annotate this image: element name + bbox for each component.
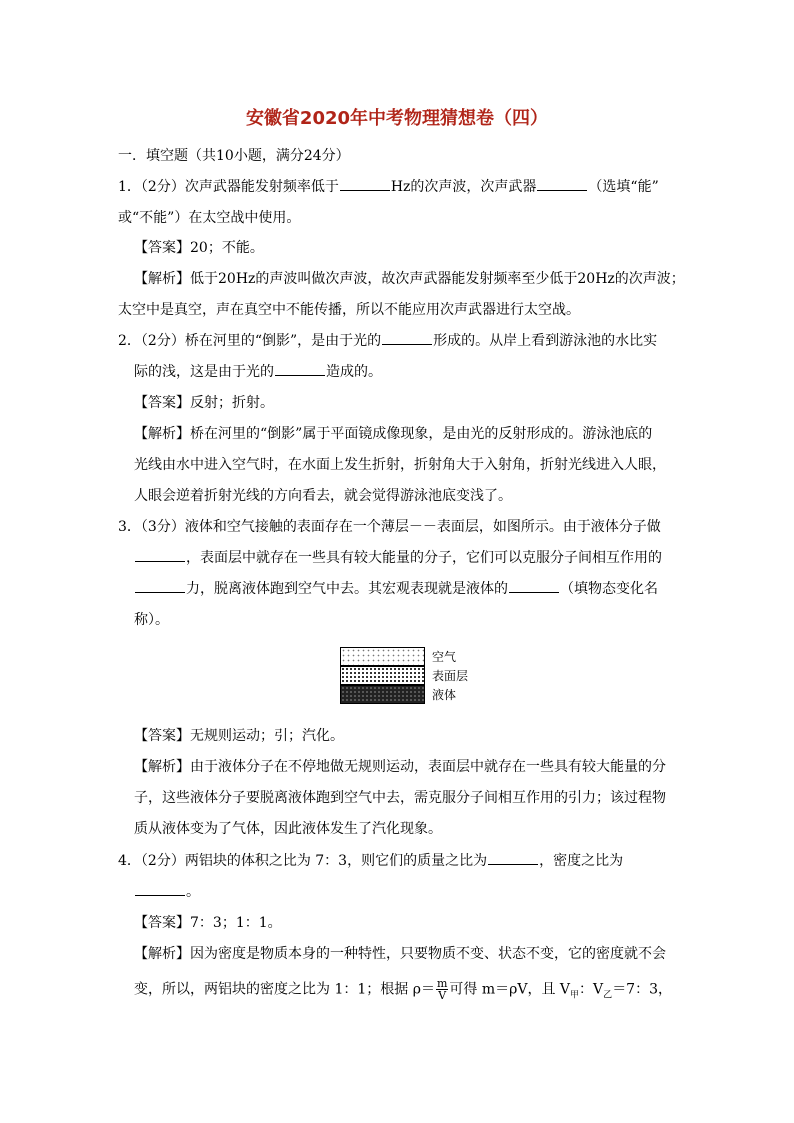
question-4-text-c: 。 — [186, 884, 200, 900]
question-2-line-2 — [134, 362, 382, 382]
surface-layer — [340, 666, 425, 685]
question-3-line-2 — [134, 548, 662, 568]
question-3-answer: 【答案】无规则运动；引；汽化。 — [134, 728, 344, 744]
question-4-analysis-1: 【解析】因为密度是物质本身的一种特性，只要物质不变、状态不变，它的密度就不会 — [134, 946, 666, 962]
question-3-line-4: 称）。 — [134, 612, 169, 628]
question-3-text-d: （填物态变化名 — [560, 581, 658, 597]
surface-label: 表面层 — [432, 669, 469, 683]
question-3-text-b: ，表面层中就存在一些具有较大能量的分子，它们可以克服分子间相互作用的 — [186, 550, 662, 566]
question-2-text-c: 际的浅，这是由于光的 — [134, 364, 274, 380]
answer-blank — [488, 852, 538, 865]
answer-blank — [382, 332, 432, 345]
question-2-analysis-1: 【解析】桥在河里的“倒影”属于平面镜成像现象，是由光的反射形成的。游泳池底的 — [134, 426, 653, 442]
liquid-layer — [340, 685, 425, 704]
question-3-analysis-1: 【解析】由于液体分子在不停地做无规则运动，表面层中就存在一些具有较大能量的分 — [134, 759, 666, 775]
question-3-analysis-3: 质从液体变为了气体，因此液体发生了汽化现象。 — [134, 821, 442, 837]
answer-blank — [275, 363, 325, 376]
subscript-jia: 甲 — [570, 990, 580, 1001]
question-1-text-a: 1．（2分）次声武器能发射频率低于 — [118, 179, 339, 195]
question-4-line-1 — [118, 851, 623, 871]
question-3-line-3 — [134, 579, 658, 599]
question-4-answer: 【答案】7：3；1：1。 — [134, 915, 282, 931]
subscript-yi: 乙 — [603, 990, 613, 1001]
question-2-answer: 【答案】反射；折射。 — [134, 395, 274, 411]
question-2-text-a: 2．（2分）桥在河里的“倒影”，是由于光的 — [118, 333, 382, 349]
question-1-analysis-2: 太空中是真空，声在真空中不能传播，所以不能应用次声武器进行太空战。 — [118, 302, 580, 318]
liquid-label: 液体 — [432, 688, 457, 702]
question-4-analysis-text-c: ：V — [579, 981, 604, 998]
answer-blank — [135, 883, 185, 896]
question-3-text-c: 力，脱离液体跑到空气中去。其宏观表现就是液体的 — [186, 581, 508, 597]
question-4-analysis-text-b: 可得 m＝ρV，且 V — [449, 981, 571, 998]
question-1-text-b: Hz的次声波，次声武器 — [390, 179, 537, 195]
answer-blank — [537, 178, 587, 191]
question-2-text-d: 造成的。 — [326, 364, 382, 380]
question-1-answer: 【答案】20；不能。 — [134, 240, 264, 256]
question-2-line-1 — [118, 331, 657, 351]
question-1-line-2: 或“不能”）在太空战中使用。 — [118, 210, 301, 226]
air-label: 空气 — [432, 650, 457, 664]
question-4-analysis-2 — [134, 978, 672, 1005]
question-4-line-2 — [134, 882, 200, 902]
question-2-text-b: 形成的。从岸上看到游泳池的水比实 — [433, 333, 658, 349]
question-1-text-c: （选填“能” — [588, 179, 659, 195]
fraction-denominator: V — [438, 989, 447, 1002]
question-2-analysis-3: 人眼会逆着折射光线的方向看去，就会觉得游泳池底变浅了。 — [134, 488, 512, 504]
question-1-line-1 — [118, 177, 659, 197]
question-3-line-1: 3．（3分）液体和空气接触的表面存在一个薄层－－表面层，如图所示。由于液体分子做 — [118, 519, 661, 535]
answer-blank — [509, 580, 559, 593]
question-2-analysis-2: 光线由水中进入空气时，在水面上发生折射，折射角大于入射角，折射光线进入人眼， — [134, 457, 666, 473]
air-layer — [340, 647, 425, 666]
surface-layer-diagram — [340, 647, 472, 705]
question-4-text-a: 4．（2分）两铝块的体积之比为 7：3，则它们的质量之比为 — [118, 853, 488, 869]
question-4-analysis-text-a: 变，所以，两铝块的密度之比为 1：1；根据 ρ＝ — [134, 981, 435, 998]
fraction-numerator: m — [436, 977, 448, 990]
answer-blank — [135, 580, 185, 593]
density-fraction — [436, 978, 448, 1001]
answer-blank — [340, 178, 390, 191]
question-4-text-b: ，密度之比为 — [539, 853, 624, 869]
answer-blank — [135, 549, 185, 562]
section-heading: 一．填空题（共10小题，满分24分） — [118, 148, 350, 164]
page-title: 安徽省2020年中考物理猜想卷（四） — [245, 108, 549, 129]
question-1-analysis-1: 【解析】低于20Hz的声波叫做次声波，故次声武器能发射频率至少低于20Hz的次声波； — [134, 271, 685, 287]
question-4-analysis-text-d: ＝7：3， — [612, 981, 673, 998]
question-3-analysis-2: 子，这些液体分子要脱离液体跑到空气中去，需克服分子间相互作用的引力；该过程物 — [134, 790, 666, 806]
